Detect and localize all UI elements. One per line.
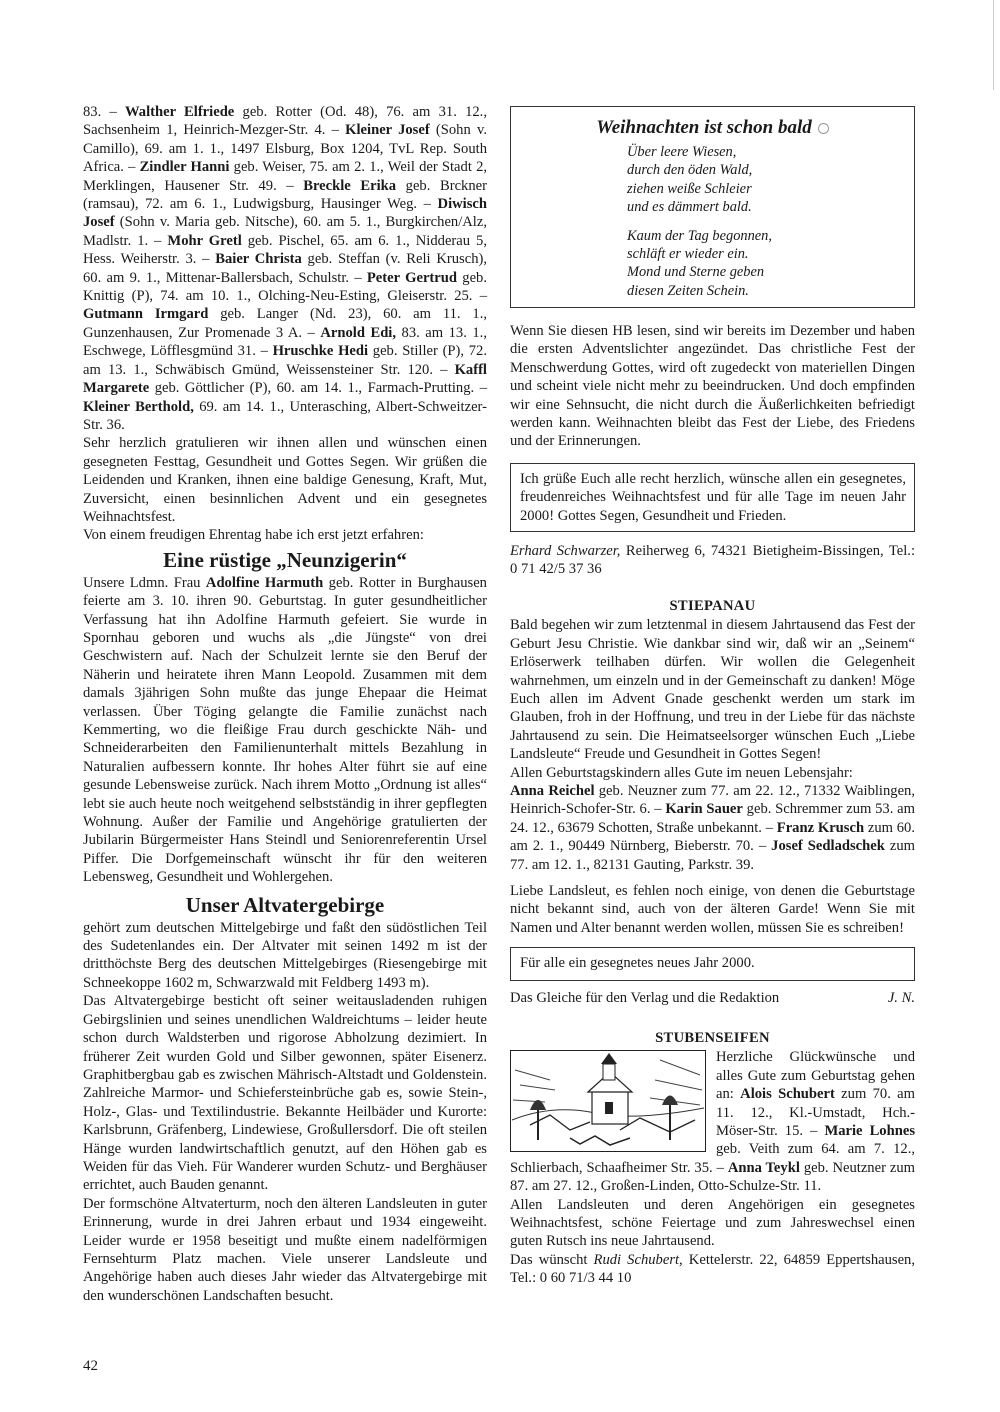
poem-line: ziehen weiße Schleier	[627, 180, 752, 197]
church-illustration	[510, 1050, 706, 1152]
poem-title: Weihnachten ist schon bald	[511, 117, 914, 139]
stiepanau-birthday-intro: Allen Geburtstagskindern alles Gute im neuen Lebensjahr:	[510, 764, 853, 781]
stubenseifen-birthday-list: Herzliche Glückwünsche und alles Gute zum Geburtstag gehen an: Alois Schubert zum 70. am 11. 12., Kl.-Umstadt, Hch.-Möser-Str. 15. – Marie Lohnes geb. Veith zum 64. am 7. 12., Schlierbach, Schaafheimer Str. 35. – Anna Teykl geb. Neutzner zum 87. am 27. 12., Großen-Linden, Otto-Schulze-Str. 11.	[510, 1049, 915, 1195]
ehrentag-paragraph: Von einem freudigen Ehrentag habe ich erst jetzt erfahren:	[83, 527, 424, 544]
new-year-box	[510, 947, 915, 980]
person-name: Alois Schubert	[740, 1086, 835, 1103]
person-name: Arnold Edi,	[320, 324, 397, 341]
person-name: Anna Reichel	[510, 782, 595, 799]
stubenseifen-section	[510, 1048, 915, 1287]
person-name: Mohr Gretl	[167, 232, 242, 249]
person-name: Kaffl Margarete	[83, 361, 487, 397]
person-name: Gutmann Irmgard	[83, 306, 209, 323]
person-name: Peter Gertrud	[366, 269, 457, 286]
new-year-text: Für alle ein gesegnetes neues Jahr 2000.	[520, 955, 755, 972]
stiepanau-birthday-list: Anna Reichel geb. Neuzner zum 77. am 22. 12., 71332 Waiblingen, Heinrich-Schofer-Str. 6. – Karin Sauer geb. Schremmer zum 53. am 24. 12., 63679 Schotten, Straße unbekannt. – Franz Krusch zum 60. am 2. 1., 90449 Nürnberg, Bieberstr. 70. – Josef Sedladschek zum 77. am 12. 1., 82131 Gauting, Parkstr. 39.	[510, 782, 915, 873]
poem-line: Kaum der Tag begonnen,	[627, 227, 772, 244]
poem-line: diesen Zeiten Schein.	[627, 282, 749, 299]
poem-stanza-2	[627, 227, 914, 301]
signature-schwarzer: Erhard Schwarzer, Reiherweg 6, 74321 Bietigheim-Bissingen, Tel.: 0 71 42/5 37 36	[510, 543, 915, 578]
person-name: Adolfine Harmuth	[205, 574, 324, 591]
person-name: Marie Lohnes	[824, 1123, 915, 1140]
person-name: Walther Elfriede	[125, 104, 235, 120]
person-name: Baier Christa	[215, 251, 302, 268]
greeting-box	[510, 463, 915, 532]
heading-stiepanau: STIEPANAU	[669, 597, 756, 614]
person-name: Breckle Erika	[303, 177, 397, 194]
missing-paragraph: Liebe Landsleut, es fehlen noch einige, von denen die Geburtstage nicht bekannt sind, auch von der älteren Garde! Wenn Sie mit Namen und Alter benannt werden wollen, müssen Sie es schreiben!	[510, 882, 915, 936]
person-name: Franz Krusch	[776, 819, 865, 836]
poem-line: schläft er wieder ein.	[627, 246, 749, 263]
altvater-paragraph-2: Das Altvatergebirge besticht oft seiner weitausladenden ruhigen Gebirgslinien und seines unendlichen Waldreichtums – leider heute schon durch Waldsterben und rigorose Abholzung dezimiert. In früherer Zeit wurden Gold und Silber gewonnen, später Eisenerz. Graphitbergbau gab es zwischen Mährisch-Altstadt und Goldenstein. Zahlreiche Marmor- und Schiefersteinbrüche gab es, sowie Stein-, Holz-, Glas- und Textilindustrie. Bekannte Heilbäder und Kurorte: Karlsbrunn, Gräfenberg, Lindewiese, Großullersdorf. Die oft steilen Hänge wurden landwirtschaftlich genutzt, auf den Höhen gab es Weiden für das Vieh. Für Wanderer wurden Schutz- und Berghäuser errichtet, auch Bauden genannt.	[83, 993, 487, 1194]
stubenseifen-wish: Allen Landsleuten und deren Angehörigen ein gesegnetes Weihnachtsfest, schöne Feiertage und zum Jahreswechsel einen guten Rutsch ins neue Jahrtausend.	[510, 1196, 915, 1250]
verlag-signature: J. N.	[887, 989, 915, 1006]
birthday-list-left: 83. – Walther Elfriede geb. Rotter (Od. 48), 76. am 31. 12., Sachsenheim 1, Heinrich-Mezger-Str. 4. – Kleiner Josef (Sohn v. Camillo), 69. am 1. 1., 1497 Elsburg, Box 1204, TvL Rep. South Africa. – Zindler Hanni geb. Weiser, 75. am 2. 1., Weil der Stadt 2, Merklingen, Hausener Str. 49. – Breckle Erika geb. Brckner (ramsau), 72. am 6. 1., Ludwigsburg, Hausinger Weg. – Diwisch Josef (Sohn v. Maria geb. Nitsche), 60. am 5. 1., Burgkirchen/Alz, Madlstr. 1. – Mohr Gretl geb. Pischel, 65. am 6. 1., Nidderau 5, Hess. Weiherstr. 3. – Baier Christa geb. Steffan (v. Reli Krusch), 60. am 9. 1., Mittenar-Ballersbach, Schulstr. – Peter Gertrud geb. Knittig (P), 74. am 10. 1., Olching-Neu-Esting, Gleiserstr. 25. – Gutmann Irmgard geb. Langer (Nd. 23), 60. am 11. 1., Gunzenhausen, Zur Promenade 3 A. – Arnold Edi, 83. am 13. 1., Eschwege, Löfflesgmünd 31. – Hruschke Hedi geb. Stiller (P), 72. am 13. 1., Schwäbisch Gmünd, Weissensteiner Str. 120. – Kaffl Margarete geb. Göttlicher (P), 60. am 14. 1., Farmach-Prutting. – Kleiner Berthold, 69. am 14. 1., Unterasching, Albert-Schweitzer-Str. 36.	[83, 104, 488, 433]
verlag-line	[510, 989, 915, 1007]
poem-line: Mond und Sterne geben	[627, 264, 765, 281]
altvater-paragraph-3: Der formschöne Altvaterturm, noch den älteren Landsleuten in guter Erinnerung, wurde in drei Jahren erbaut und 1934 eingeweiht. Leider wurde er 1958 beseitigt und mußte einem nadelförmigen Fernsehturm Platz machen. Viele unserer Landsleute und Angehörige haben auch dieses Jahr wieder das Altvatergebirge mit den wunderschönen Landschaften besucht.	[83, 1195, 487, 1304]
person-name: Karin Sauer	[665, 801, 743, 818]
closing-signature: Das wünscht Rudi Schubert, Kettelerstr. 22, 64859 Eppertshausen, Tel.: 0 60 71/3 44 10	[510, 1251, 915, 1287]
altvater-paragraph-1: gehört zum deutschen Mittelgebirge und faßt den südöstlichen Teil des Sudetenlandes ein. Der Altvater mit seinen 1492 m ist der dritthöchste Berg des deutschen Mittelgebirges (Riesengebirge mit Schneekoppe 1602 m, Schwarzwald mit Feldberg 1493 m).	[83, 919, 487, 991]
person-name: Diwisch Josef	[83, 196, 487, 231]
right-column	[510, 103, 915, 1288]
person-name: Josef Sedladschek	[771, 838, 885, 855]
poem-box	[510, 106, 915, 308]
person-name: Anna Teykl	[727, 1159, 800, 1176]
person-name: Hruschke Hedi	[272, 343, 369, 360]
heading-stubenseifen: STUBENSEIFEN	[655, 1030, 770, 1046]
stiepanau-paragraph: Bald begehen wir zum letztenmal in diesem Jahrtausend das Fest der Geburt Jesu Christie. Wie dankbar sind wir, daß wir an „Seinem“ Erlöserwerk teilhaben dürfen. Wir wollen die Gelegenheit wahrnehmen, um einzeln und in der Gemeinschaft zu danken! Möge Euch allen im Advent Gnade geschenkt werden um stark im Glauben, froh in der Hoffnung, und treu in der Liebe für das nächste Jahrtausend zu sein. Die Heimatseelsorger wünschen Euch „Liebe Landsleute“ Freude und Gesundheit in Gottes Segen!	[510, 617, 915, 763]
left-column	[83, 103, 487, 1305]
advent-paragraph: Wenn Sie diesen HB lesen, sind wir bereits im Dezember und haben die ersten Adventslichter angezündet. Das christliche Fest der Menschwerdung Gottes, wird oft zugedeckt von materiellen Dingen und scheint viele nicht mehr zu beeindrucken. Und doch empfinden wir eine Sehnsucht, die nicht durch die Äußerlichkeiten befriedigt werden kann. Weihnachten bleibt das Fest der Liebe, des Friedens und der Erinnerungen.	[510, 323, 915, 450]
person-name: Zindler Hanni	[139, 159, 230, 176]
heading-neunzigerin: Eine rüstige „Neunzigerin“	[163, 547, 407, 572]
poem-line: Über leere Wiesen,	[627, 144, 737, 160]
ornament-icon	[818, 123, 829, 134]
poem-stanza-1	[627, 143, 914, 217]
article-neunzigerin: Unsere Ldmn. Frau Adolfine Harmuth geb. Rotter in Burghausen feierte am 3. 10. ihren 90. Geburtstag. In guter gesundheitlicher Verfassung hat ihn Adolfine Harmuth gefeiert. Sie wurde in Spornhau geboren und wuchs als „die Jüngste“ von drei Geschwistern auf. Nach der Schulzeit lernte sie den Beruf der Näherin und heiratete ihren Mann Leopold. Zusammen mit dem damals 3jährigen Sohn mußte das junge Ehepaar die Heimat verlassen. Über Töging gelangte die Familie zunächst nach Kemmerting, wo die fleißige Frau durch geschickte Näh- und Schneiderarbeiten den Familienunterhalt mittels Bezahlung in Naturalien aufbessern konnte. Ihr hohes Alter führt sie auf eine gesunde Lebensweise zurück. Nach ihrem Motto „Ordnung ist alles“ lebt sie auch heute noch weitgehend selbstständig in ihrer gepflegten Wohnung. Außer der Familie und Angehörige gratulierten der Jubilarin Bürgermeister Hans Steindl und Seniorenreferentin Ursel Piffer. Die Dorfgemeinschaft wünscht ihr für den weiteren Lebensweg, Gesundheit und Wohlergehen.	[83, 574, 487, 886]
greeting-text: Ich grüße Euch alle recht herzlich, wünsche allen ein gesegnetes, freudenreiches Weihnachtsfest und für alle Tage im neuen Jahr 2000! Gottes Segen, Gesundheit und Frieden.	[520, 470, 906, 524]
poem-line: und es dämmert bald.	[627, 199, 752, 216]
poem-line: durch den öden Wald,	[627, 162, 753, 179]
verlag-text: Das Gleiche für den Verlag und die Redaktion	[510, 989, 780, 1006]
heading-altvatergebirge: Unser Altvatergebirge	[185, 892, 385, 917]
page-number: 42	[83, 1358, 98, 1374]
page-edge-line	[993, 0, 994, 90]
wishes-paragraph: Sehr herzlich gratulieren wir ihnen allen und wünschen einen gesegneten Festtag, Gesundheit und Gottes Segen. Wir grüßen die Leidenden und Kranken, ihnen eine baldige Genesung, Kraft, Mut, Zuversicht, einen besinnlichen Advent und ein gesegnetes Weihnachtsfest.	[83, 435, 487, 525]
person-name: Kleiner Josef	[345, 122, 430, 139]
person-name: Kleiner Berthold,	[83, 398, 194, 415]
